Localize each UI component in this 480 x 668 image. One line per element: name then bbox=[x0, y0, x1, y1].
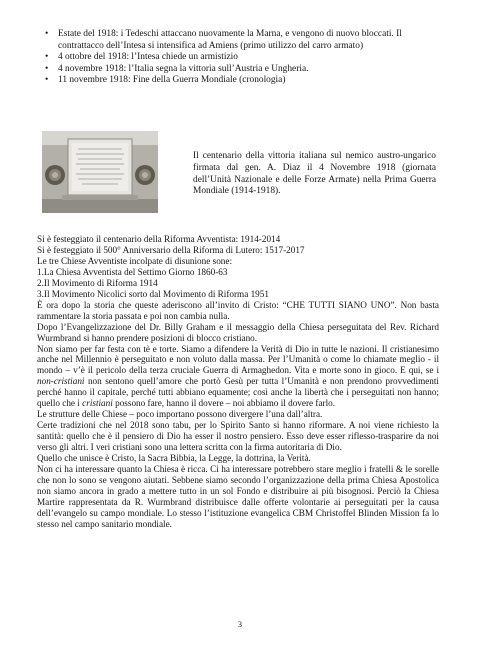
paragraph: Non siamo per far festa con tè e torte. Siamo a difendere la Verità di Dio in tutte le nazioni. Il cristianesimo anche nel Millennio è perseguitato e non voluto dalla massa. Per l’Umanità o come lo chiamate meglio - il mondo – v’è il pericolo della terza cruciale Guerra di Armaghedon. Vita e morte sono in gioco. E qui, se i non-cristiani non sentono quell’amore che portò Gesù per tutta l’Umanità e non prendono provvedimenti perché hanno il capitale, perché tutti abbiano equamente; così anche la libertà che i perseguitati non hanno; quello che i cristiani possono fare, hanno il dovere – noi abbiamo il dovere farlo. bbox=[37, 343, 439, 409]
paragraph: Quello che unisce è Cristo, la Sacra Bibbia, la Legge, la dottrina, la Verità. bbox=[37, 453, 311, 464]
paragraph: Le tre Chiese Avventiste incolpate di disunione sone: bbox=[37, 255, 233, 266]
paragraph: Le strutture delle Chiese – poco importano possono divergere l’una dall’altra. bbox=[37, 409, 323, 420]
photo-caption: Il centenario della vittoria italiana sul nemico austro-ungarico firmata dal gen. A. Diaz il 4 Novembre 1918 (giornata dell’Unità Nazionale e delle Forze Armate) nella Prima Guerra Mondiale (1914-1918). bbox=[193, 151, 436, 197]
list-item: • 4 ottobre del 1918: l’Intesa chiede un armistizio bbox=[45, 52, 238, 62]
paragraph: Si è festeggiato il 500° Anniversario della Riforma di Lutero: 1517-2017 bbox=[37, 244, 305, 255]
bullet-icon: • bbox=[45, 52, 49, 62]
paragraph: 3.Il Movimento Nicolici sorto dal Movimento di Riforma 1951 bbox=[37, 288, 269, 299]
war-memorial-photo bbox=[42, 131, 158, 213]
bullet-icon: • bbox=[45, 63, 49, 74]
body-text bbox=[37, 234, 439, 530]
list-item: • Estate del 1918: i Tedeschi attaccano nuovamente la Marna, e vengono di nuovo bloccati. Il contrattacco dell’Intesa si intensifica ad Amiens (primo utilizzo del carro armato) bbox=[45, 29, 402, 51]
list-item: • 4 novembre 1918: l’Italia segna la vittoria sull’Austria e Ungheria. bbox=[45, 63, 309, 74]
page-number: 3 bbox=[238, 620, 242, 629]
bullet-icon: • bbox=[45, 29, 49, 39]
list-item: • 11 novembre 1918: Fine della Guerra Mondiale (cronologia) bbox=[45, 75, 286, 85]
chronology-list bbox=[42, 29, 442, 87]
paragraph: Dopo l’Evangelizzazione del Dr. Billy Graham e il messaggio della Chiesa perseguitata del Rev. Richard Wurmbrand si hanno prendere posizioni di blocco cristiano. bbox=[37, 321, 439, 343]
paragraph: Si è festeggiato il centenario della Riforma Avventista: 1914-2014 bbox=[37, 234, 281, 244]
paragraph: Non ci ha interessare quanto la Chiesa è ricca. Ci ha interessare potrebbero stare meglio i fratelli & le sorelle che non lo sono se vengono aiutati. Sebbene siamo secondo l’organizzazione della prima Chiesa Apostolica non siamo ancora in grado a mettere tutto in un sol Fondo e distribuire ai più bisognosi. Perciò la Chiesa Martire rappresentata da R. Wurmbrand distribuisce dalle offerte volontarie ai perseguitati per la causa dell’evangelo su campo mondiale. Lo stesso l’istituzione evangelica CBM Christoffel Blinden Mission fa lo stesso nel campo sanitario mondiale. bbox=[37, 464, 439, 529]
bullet-icon: • bbox=[45, 75, 49, 85]
paragraph: 2.Il Movimento di Riforma 1914 bbox=[37, 277, 158, 288]
paragraph: È ora dopo la storia che queste aderiscono all’invito di Cristo: “CHE TUTTI SIANO UNO”. Non basta rammentare la storia passata e poi non cambia nulla. bbox=[37, 299, 439, 321]
memorial-illustration bbox=[42, 131, 158, 213]
paragraph: Certe tradizioni che nel 2018 sono tabu, per lo Spirito Santo si hanno riformare. A noi viene richiesto la santità: quello che è il pensiero di Dio ha esser il nostro pensiero. Esso deve esser riflesso-trasparire da noi verso gli altri. I veri cristiani sono una lettera scritta con la firma autoritaria di Dio. bbox=[37, 420, 439, 453]
paragraph: 1.La Chiesa Avventista del Settimo Giorno 1860-63 bbox=[37, 266, 228, 277]
